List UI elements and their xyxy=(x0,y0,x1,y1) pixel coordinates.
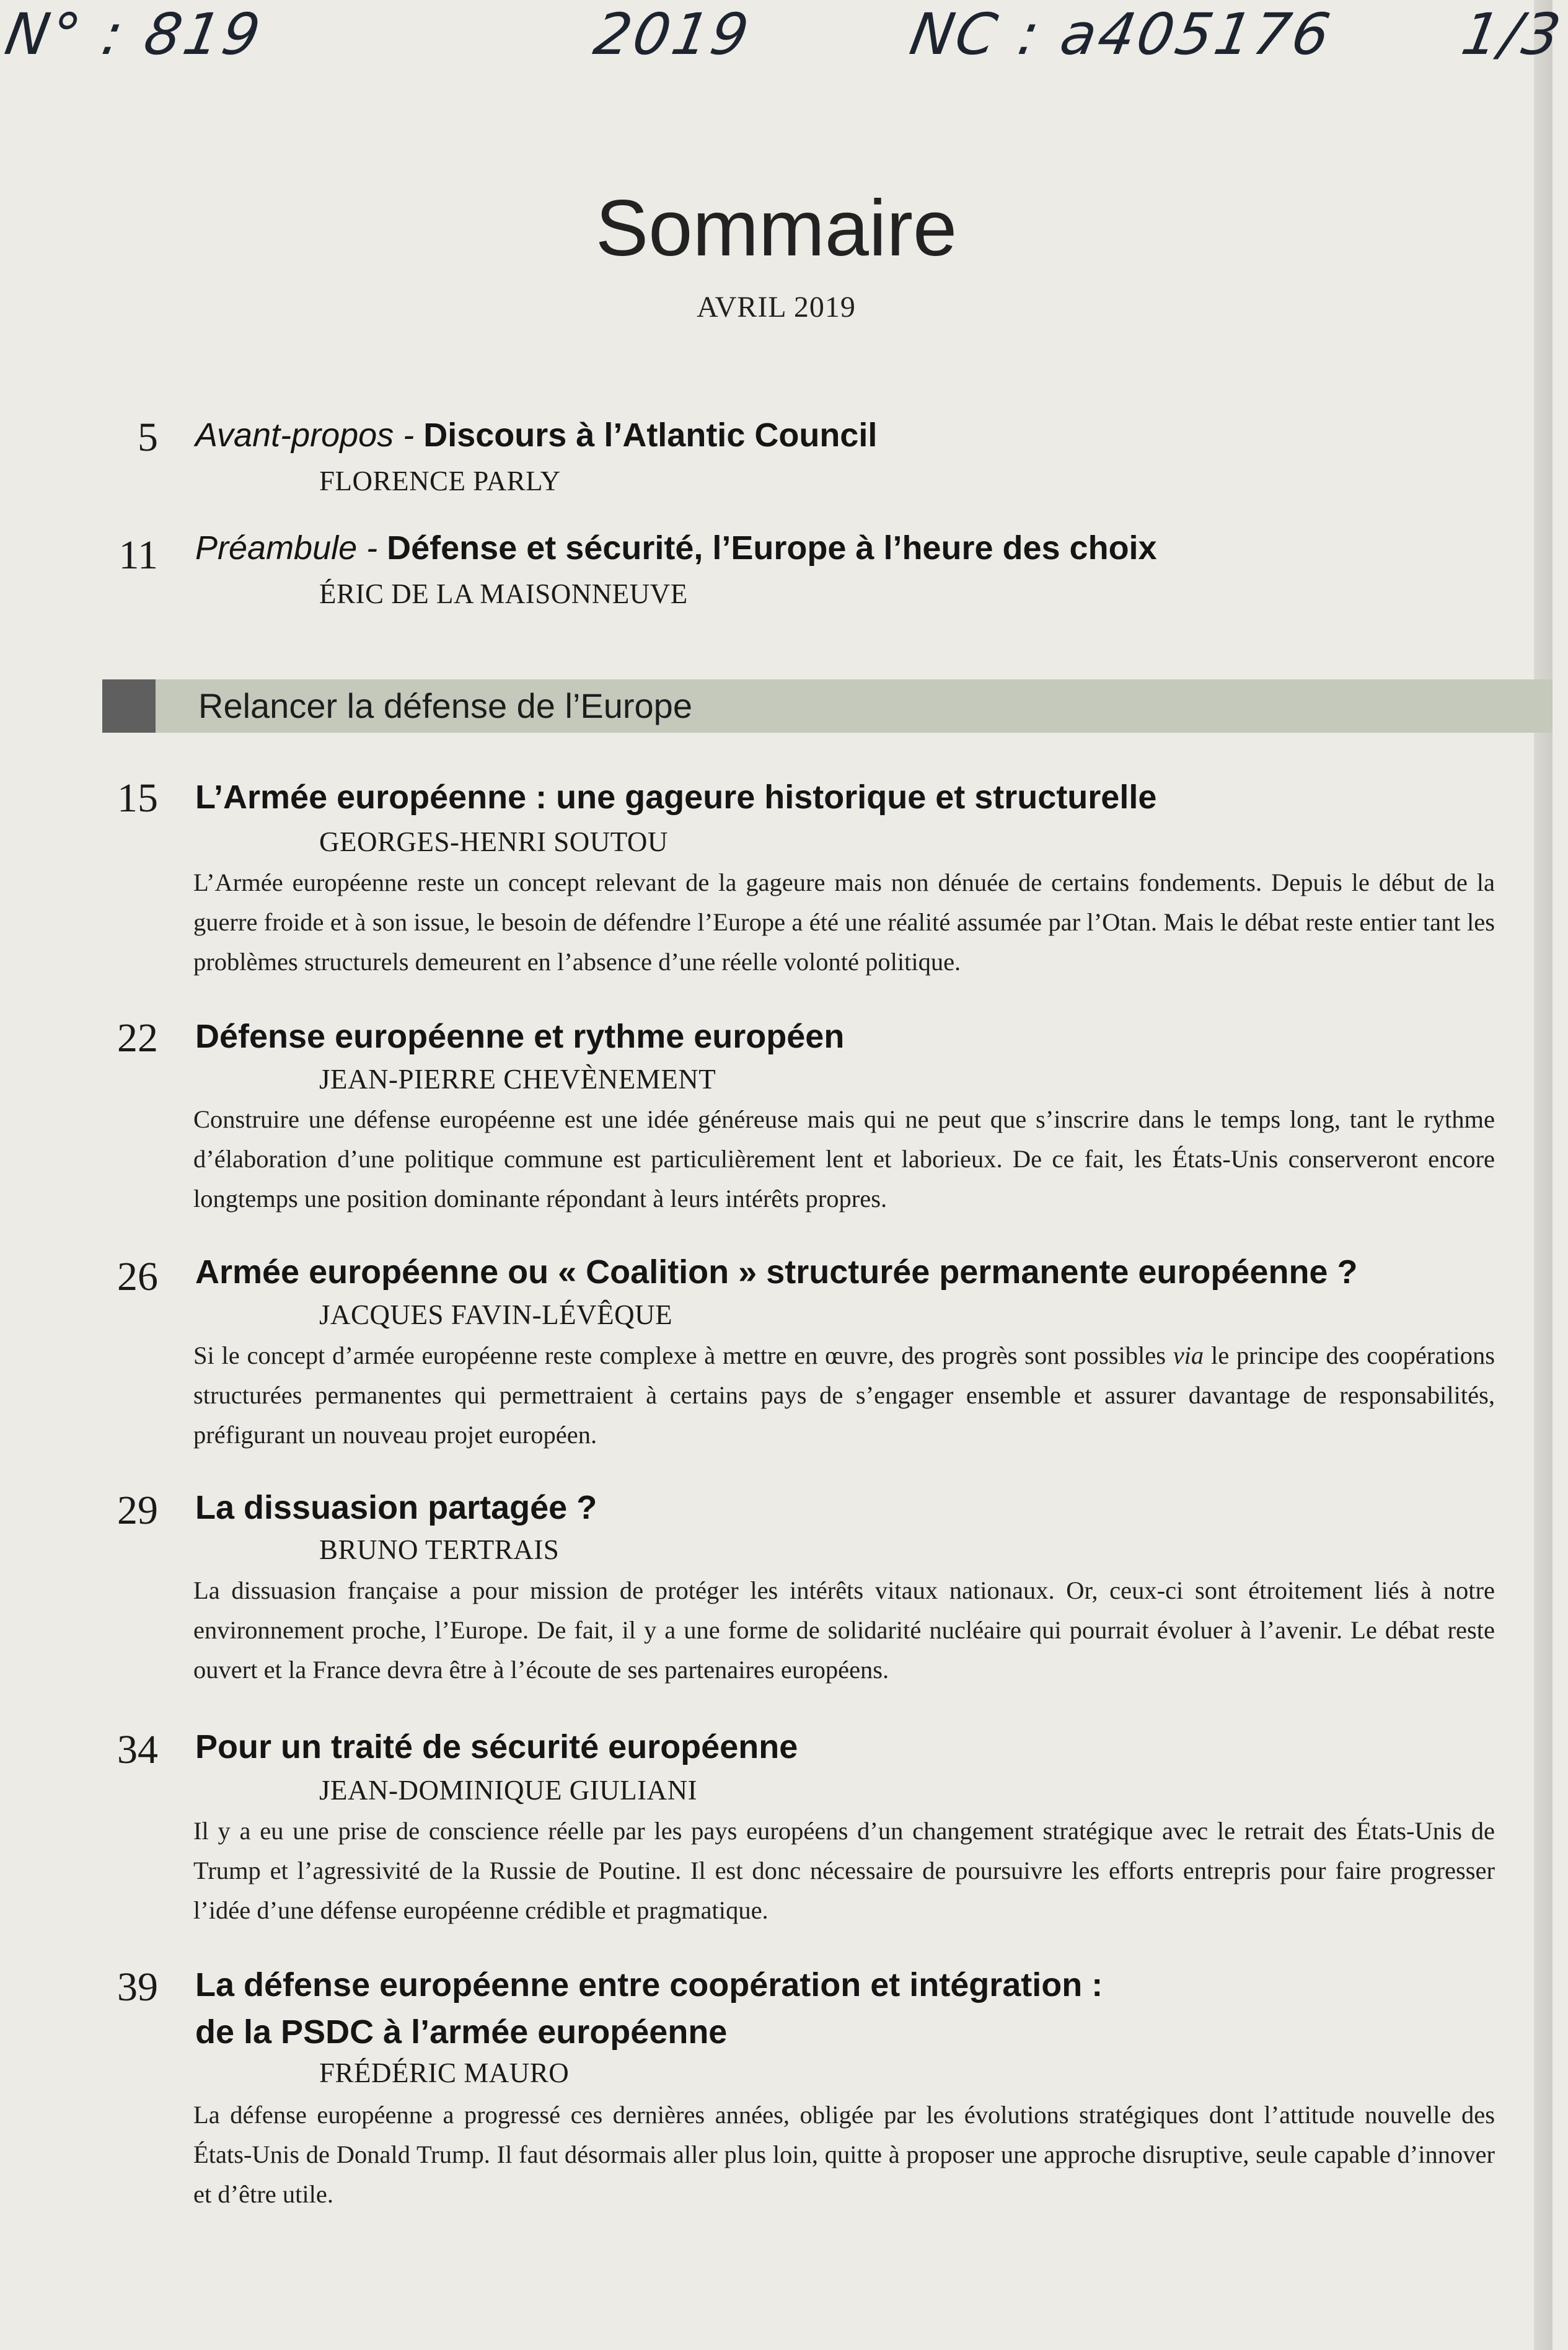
entry-abstract: L’Armée européenne reste un concept relevant de la gageure mais non dénuée de certains fondements. Depuis le début de la guerre froide et à son issue, le besoin de défendre l’Europe a été une réalité assumée par l’Otan. Mais le débat reste entier tant les problèmes structurels demeurent en l’absence d’une réelle volonté politique. xyxy=(193,868,1495,976)
section-title: Relancer la défense de l’Europe xyxy=(198,686,692,725)
handwritten-page: 1/3 xyxy=(1456,1,1568,68)
page-number: 5 xyxy=(138,415,158,460)
handwritten-nc: NC : a405176 xyxy=(905,1,1337,68)
entry-author: JEAN-PIERRE CHEVÈNEMENT xyxy=(319,1064,716,1095)
entry-author: FLORENCE PARLY xyxy=(319,466,561,497)
page-number: 22 xyxy=(117,1015,158,1061)
entry-title: La dissuasion partagée ? xyxy=(195,1489,597,1526)
page-title: Sommaire xyxy=(595,184,958,273)
page-number: 39 xyxy=(117,1964,158,2010)
entry-title: Armée européenne ou « Coalition » structurée permanente européenne ? xyxy=(195,1253,1358,1291)
entry-author: ÉRIC DE LA MAISONNEUVE xyxy=(319,578,688,609)
entry-prefix: Préambule xyxy=(195,529,358,567)
page-number: 15 xyxy=(117,775,158,821)
entry-abstract: Construire une défense européenne est une idée généreuse mais qui ne peut que s’inscrire dans le temps long, tant le rythme d’élaboration d’une politique commune est particulièrement lent et laborieux. De ce fait, les États-Unis conserveront encore longtemps une position dominante répondant à leurs intérêts propres. xyxy=(193,1105,1495,1213)
entry-title-text: Défense et sécurité, l’Europe à l’heure des choix xyxy=(387,529,1157,567)
entry-abstract xyxy=(193,1336,1495,1455)
entry-separator: - xyxy=(394,417,424,454)
abstract-text-b: le principe des coopérations structurées permanentes qui permettraient à certains pays de s’engager ensemble et assurer davantage de responsabilités, préfigurant un nouveau projet européen. xyxy=(193,1341,1495,1449)
entry-author: FRÉDÉRIC MAURO xyxy=(319,2057,570,2088)
entry-author: BRUNO TERTRAIS xyxy=(319,1534,560,1565)
entry-title xyxy=(195,524,1515,572)
section-marker xyxy=(102,679,156,733)
section-header xyxy=(102,679,1553,733)
entry-abstract: La dissuasion française a pour mission de protéger les intérêts vitaux nationaux. Or, ceux-ci sont étroitement liés à notre environnement proche, l’Europe. De fait, il y a une forme de solidarité nucléaire qui pourrait évoluer à l’avenir. Le débat reste ouvert et la France devra être à l’écoute de ses partenaires européens. xyxy=(193,1576,1495,1684)
abstract-via: via xyxy=(1173,1341,1204,1369)
entry-title-line1: La défense européenne entre coopération et intégration : xyxy=(195,1966,1103,2003)
entry-author: JEAN-DOMINIQUE GIULIANI xyxy=(319,1775,698,1806)
abstract-text-a: Si le concept d’armée européenne reste complexe à mettre en œuvre, des progrès sont possibles xyxy=(193,1341,1166,1369)
entry-title: Défense européenne et rythme européen xyxy=(195,1018,845,1055)
entry-title-text: Discours à l’Atlantic Council xyxy=(423,417,878,454)
issue-date: AVRIL 2019 xyxy=(697,291,856,324)
page-edge xyxy=(1534,0,1553,2350)
entry-title xyxy=(195,1961,1515,2056)
entry-title xyxy=(195,412,1515,459)
page-number: 29 xyxy=(117,1488,158,1533)
entry-author: JACQUES FAVIN-LÉVÊQUE xyxy=(319,1299,673,1330)
entry-abstract: La défense européenne a progressé ces dernières années, obligée par les évolutions stratégiques dont l’attitude nouvelle des États-Unis de Donald Trump. Il faut désormais aller plus loin, quitte à proposer une approche disruptive, seule capable d’innover et d’être utile. xyxy=(193,2101,1495,2208)
handwritten-number: N° : 819 xyxy=(0,1,268,68)
handwritten-year: 2019 xyxy=(589,1,756,68)
entry-abstract: Il y a eu une prise de conscience réelle par les pays européens d’un changement stratégique avec le retrait des États-Unis de Trump et l’agressivité de la Russie de Poutine. Il est donc nécessaire de poursuivre les efforts entrepris pour faire progresser l’idée d’une défense européenne crédible et pragmatique. xyxy=(193,1817,1495,1924)
entry-prefix: Avant-propos xyxy=(195,417,394,454)
entry-title: L’Armée européenne : une gageure historique et structurelle xyxy=(195,779,1157,816)
page-number: 34 xyxy=(117,1727,158,1772)
page-number: 26 xyxy=(117,1254,158,1299)
entry-author: GEORGES-HENRI SOUTOU xyxy=(319,826,668,857)
entry-separator: - xyxy=(357,529,387,567)
entry-title-line2: de la PSDC à l’armée européenne xyxy=(195,2013,728,2051)
entry-title: Pour un traité de sécurité européenne xyxy=(195,1728,798,1765)
page-number: 11 xyxy=(118,532,158,578)
